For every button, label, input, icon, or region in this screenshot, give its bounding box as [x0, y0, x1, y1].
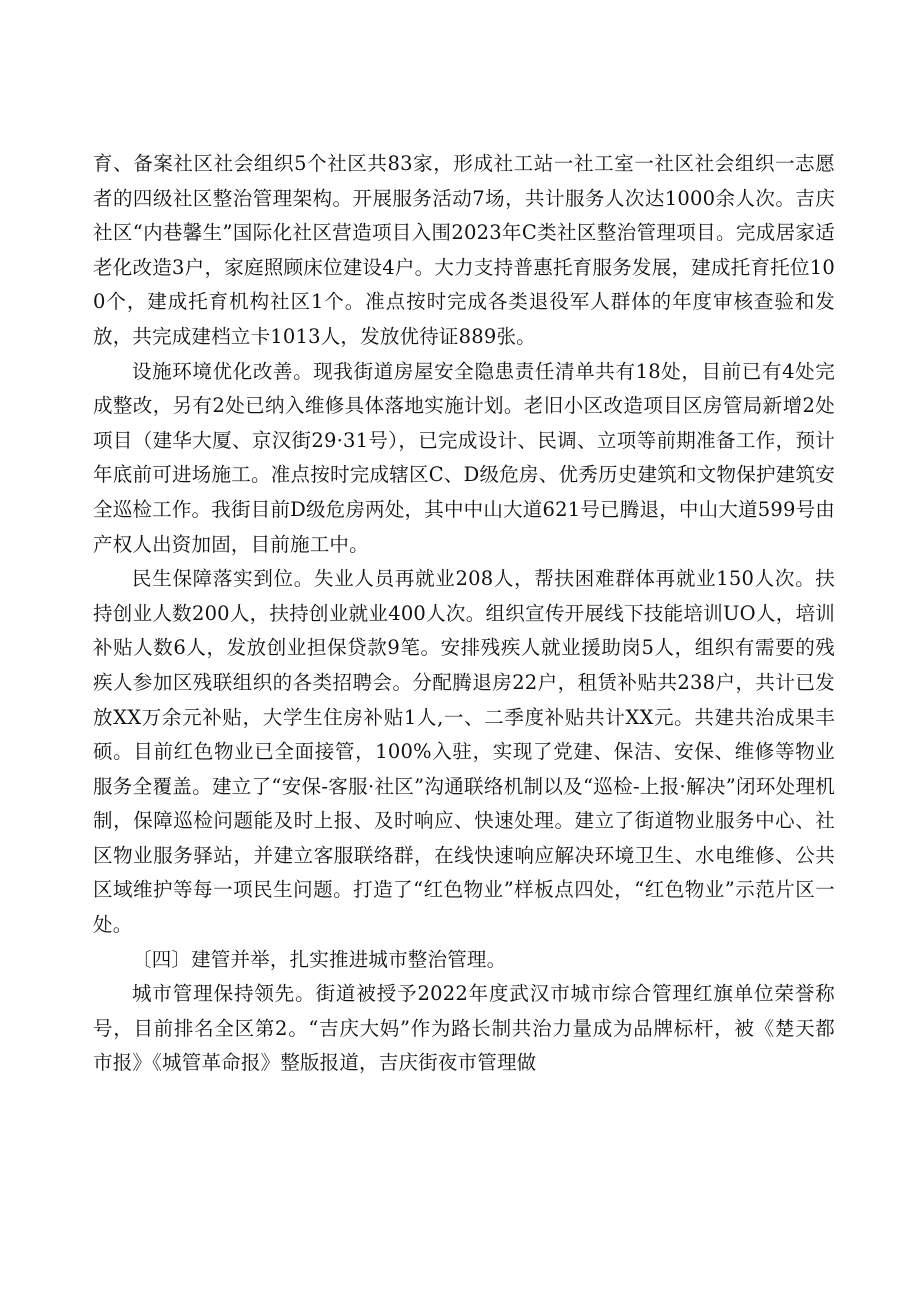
section-heading-four: 〔四〕建管并举，扎实推进城市整治管理。 [132, 947, 507, 971]
paragraph-community-services: 育、备案社区社会组织5个社区共83家，形成社工站一社工室一社区社会组织一志愿者的四级社区整治管理架构。开展服务活动7场，共计服务人次达1000余人次。吉庆社区“内巷馨生”国际化社区营造项目入围2023年C类社区整治管理项目。完成居家适老化改造3户，家庭照顾床位建设4户。大力支持普惠托育服务发展，建成托育托位100个，建成托育机构社区1个。准点按时完成各类退役军人群体的年度审核查验和发放，共完成建档立卡1013人，发放优待证889张。 [93, 152, 835, 348]
document-body [93, 147, 835, 1081]
paragraph-facility-environment: 设施环境优化改善。现我街道房屋安全隐患责任清单共有18处，目前已有4处完成整改，另有2处已纳入维修具体落地实施计划。老旧小区改造项目区房管局新增2处项目（建华大厦、京汉街29·31号），已完成设计、民调、立项等前期准备工作，预计年底前可进场施工。准点按时完成辖区C、D级危房、优秀历史建筑和文物保护建筑安全巡检工作。我街目前D级危房两处，其中中山大道621号已腾退，中山大道599号由产权人出资加固，目前施工中。 [93, 359, 835, 556]
paragraph-livelihood-security: 民生保障落实到位。失业人员再就业208人，帮扶困难群体再就业150人次。扶持创业人数200人，扶持创业就业400人次。组织宣传开展线下技能培训UO人，培训补贴人数6人，发放创业担保贷款9笔。安排残疾人就业援助岗5人，组织有需要的残疾人参加区残联组织的各类招聘会。分配腾退房22户，租赁补贴共238户，共计已发放XX万余元补贴，大学生住房补贴1人,一、二季度补贴共计XX元。共建共治成果丰硕。目前红色物业已全面接管，100%入驻，实现了党建、保洁、安保、维修等物业服务全覆盖。建立了“安保-客服·社区”沟通联络机制以及“巡检-上报·解决”闭环处理机制，保障巡检问题能及时上报、及时响应、快速处理。建立了街道物业服务中心、社区物业服务驿站，并建立客服联络群，在线快速响应解决环境卫生、水电维修、公共区域维护等每一项民生问题。打造了“红色物业”样板点四处，“红色物业”示范片区一处。 [93, 567, 835, 937]
paragraph-city-management: 城市管理保持领先。街道被授予2022年度武汉市城市综合管理红旗单位荣誉称号，目前排名全区第2。“吉庆大妈”作为路长制共治力量成为品牌标杆，被《楚天都市报》《城管革命报》整版报道，吉庆街夜市管理做 [93, 982, 835, 1075]
